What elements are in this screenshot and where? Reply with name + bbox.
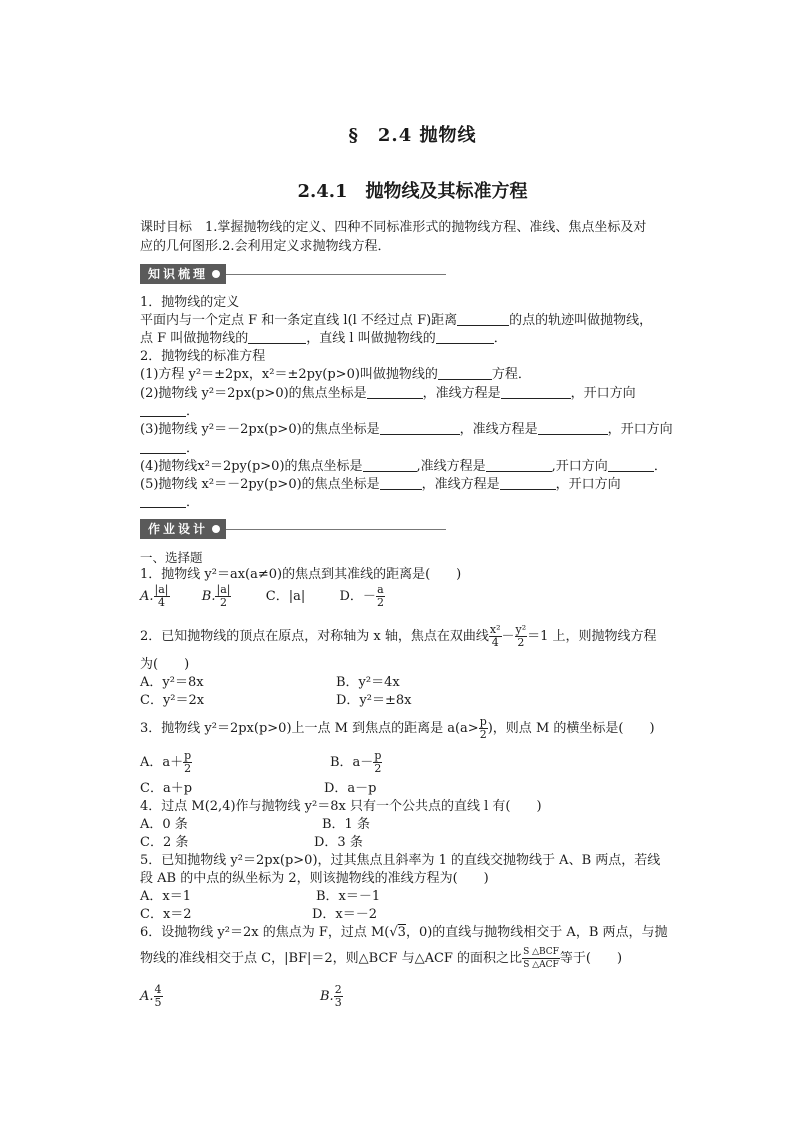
q6-option-a-fraction <box>154 984 163 1009</box>
def-line-1 <box>140 312 652 329</box>
frac-den: 2 <box>184 762 192 775</box>
frac-num: |a| <box>154 583 169 596</box>
option-b-label: B. <box>320 989 334 1004</box>
banner-knowledge-text: 知识梳理 <box>148 267 209 281</box>
std-4-text-c: ,开口方向 <box>551 459 608 474</box>
def-text-d: ，直线 l 叫做抛物线的 <box>306 331 436 346</box>
option-a-label: A. <box>140 989 154 1004</box>
def-text-b: 的点的轨迹叫做抛物线， <box>509 313 653 328</box>
blank <box>363 458 417 472</box>
q3-option-c: C．a＋p <box>140 781 193 796</box>
std-2-text-a: (2)抛物线 y²＝2px(p>0)的焦点坐标是 <box>140 386 367 401</box>
q4-option-a: A．0 条 <box>140 817 188 832</box>
option-b-fraction <box>215 584 231 609</box>
question-5-stem-2: 段 AB 的中点的纵坐标为 2，则该抛物线的准线方程为( ) <box>140 871 489 886</box>
q4-option-c: C．2 条 <box>140 835 189 850</box>
question-3-stem <box>140 716 655 741</box>
blank <box>457 312 509 326</box>
q6-text-a: 6．设抛物线 y²＝2x 的焦点为 F，过点 M( <box>140 925 390 940</box>
blank <box>367 385 423 399</box>
q3-text-b: )，则点 M 的横坐标是( ) <box>487 721 655 736</box>
question-6-stem-2 <box>140 946 622 971</box>
frac-den: S △ACF <box>523 960 559 970</box>
q6-option-a <box>140 984 163 1009</box>
std-item-3-cont <box>140 440 199 457</box>
option-a-label: A．a＋ <box>140 755 184 770</box>
banner-rule <box>226 274 446 275</box>
frac-den: 3 <box>334 996 342 1009</box>
q4-option-b: B．1 条 <box>322 817 370 832</box>
q2-text-a: 2．已知抛物线的顶点在原点，对称轴为 x 轴，焦点在双曲线 <box>140 629 489 644</box>
frac-num: a <box>377 583 384 596</box>
question-4-stem: 4．过点 M(2,4)作与抛物线 y²＝8x 只有一个公共点的直线 l 有( ) <box>140 799 542 814</box>
frac-num: y² <box>515 623 527 636</box>
option-d-fraction <box>376 584 385 609</box>
blank <box>438 366 492 380</box>
objectives-line-1: 课时目标 1.掌握抛物线的定义、四种不同标准形式的抛物线方程、准线、焦点坐标及对 <box>140 220 647 235</box>
q6-option-b-fraction <box>334 984 343 1009</box>
sqrt-icon: √ <box>389 925 398 940</box>
blank <box>140 403 186 417</box>
q3-option-a-fraction <box>183 750 192 775</box>
option-d-label: D．－ <box>339 589 376 604</box>
q2-option-a: A．y²＝8x <box>140 675 204 690</box>
q2-option-b: B．y²＝4x <box>336 675 400 690</box>
frac-den: 4 <box>491 636 499 649</box>
banner-knowledge-label <box>140 264 226 284</box>
choice-heading: 一、选择题 <box>140 550 203 565</box>
period: ． <box>186 441 200 456</box>
option-a-fraction <box>154 584 170 609</box>
std-item-2 <box>140 385 636 402</box>
q5-option-d: D．x＝－2 <box>312 907 378 922</box>
q6-option-b <box>320 984 343 1009</box>
q3-option-b-fraction <box>373 750 382 775</box>
std-1-text-b: 方程． <box>491 367 531 382</box>
def-text-a: 平面内与一个定点 F 和一条定直线 l(l 不经过点 F)距离 <box>140 313 458 328</box>
q2-option-c: C．y²＝2x <box>140 693 205 708</box>
banner-rule <box>226 529 446 530</box>
question-1-options <box>140 584 440 609</box>
blank <box>608 458 654 472</box>
frac-num: 2 <box>334 983 342 996</box>
question-1-stem: 1．抛物线 y²＝ax(a≠0)的焦点到其准线的距离是( ) <box>140 567 462 582</box>
std-item-3 <box>140 421 673 438</box>
std-4-text-b: ,准线方程是 <box>416 459 486 474</box>
banner-homework-label <box>140 519 226 539</box>
frac-den: 5 <box>154 996 162 1009</box>
page-title: § 2.4 抛物线 <box>348 125 477 146</box>
q6-text-d: 等于( ) <box>559 951 623 966</box>
std-2-text-c: ，开口方向 <box>570 386 636 401</box>
std-heading: 2．抛物线的标准方程 <box>140 349 266 364</box>
q3-option-a <box>140 750 192 775</box>
frac-num: x² <box>489 623 501 636</box>
q2-option-d: D．y²＝±8x <box>336 693 412 708</box>
std-3-text-a: (3)抛物线 y²＝－2px(p>0)的焦点坐标是 <box>140 422 380 437</box>
frac-den: 2 <box>376 596 384 609</box>
bullet-icon <box>212 270 220 278</box>
std-4-text-a: (4)抛物线x²＝2py(p>0)的焦点坐标是 <box>140 459 363 474</box>
period: ． <box>186 404 200 419</box>
std-item-5 <box>140 476 621 493</box>
q2-minus: － <box>501 629 515 644</box>
section-subtitle: 2.4.1 抛物线及其标准方程 <box>297 181 528 202</box>
blank <box>538 421 608 435</box>
blank <box>140 440 186 454</box>
blank <box>436 330 494 344</box>
q5-option-b: B．x＝－1 <box>316 889 381 904</box>
blank <box>501 385 571 399</box>
frac-den: 2 <box>374 762 382 775</box>
blank <box>486 458 552 472</box>
blank <box>140 494 186 508</box>
q6-sqrt-value: 3 <box>397 925 406 940</box>
blank <box>380 476 422 490</box>
frac-den: 4 <box>158 596 166 609</box>
q3-option-b <box>330 750 382 775</box>
q3-text-a: 3．抛物线 y²＝2px(p>0)上一点 M 到焦点的距离是 a(a> <box>140 721 479 736</box>
option-b-label: B．a－ <box>330 755 374 770</box>
q5-option-a: A．x＝1 <box>140 889 191 904</box>
blank <box>380 421 460 435</box>
std-5-text-c: ，开口方向 <box>555 477 621 492</box>
std-item-4 <box>140 458 667 475</box>
frac-den: 2 <box>219 596 227 609</box>
std-3-text-c: ，开口方向 <box>607 422 673 437</box>
std-1-text-a: (1)方程 y²＝±2px，x²＝±2py(p>0)叫做抛物线的 <box>140 367 438 382</box>
q2-text-b: ＝1 上，则抛物线方程 <box>527 629 657 644</box>
q6-text-b: ，0)的直线与抛物线相交于 A，B 两点，与抛 <box>405 925 668 940</box>
q2-fraction-1 <box>489 624 502 649</box>
period: ． <box>186 495 200 510</box>
frac-num: S △BCF <box>523 947 559 957</box>
std-3-text-b: ，准线方程是 <box>459 422 538 437</box>
frac-num: |a| <box>216 583 231 596</box>
std-5-text-b: ，准线方程是 <box>421 477 500 492</box>
q4-option-d: D．3 条 <box>314 835 363 850</box>
bullet-icon <box>212 525 220 533</box>
q3-fraction <box>479 716 488 741</box>
q2-fraction-2 <box>515 624 528 649</box>
question-6-stem-1 <box>140 924 668 941</box>
def-line-2 <box>140 330 507 347</box>
question-5-stem-1: 5．已知抛物线 y²＝2px(p>0)，过其焦点且斜率为 1 的直线交抛物线于 A、B 两点，若线 <box>140 853 661 868</box>
blank <box>500 476 556 490</box>
period: ． <box>653 459 667 474</box>
q6-fraction <box>522 946 560 971</box>
q3-option-d: D．a－p <box>324 781 377 796</box>
question-2-stem-cont: 为( ) <box>140 657 190 672</box>
question-2-stem <box>140 624 657 649</box>
blank <box>248 330 306 344</box>
option-a-label: A. <box>140 589 154 604</box>
option-c: C．|a| <box>265 589 306 604</box>
std-item-5-cont <box>140 494 199 511</box>
frac-num: 4 <box>154 983 162 996</box>
std-item-1 <box>140 366 531 383</box>
frac-den: 2 <box>517 636 525 649</box>
frac-den: 2 <box>479 728 487 741</box>
q5-option-c: C．x＝2 <box>140 907 192 922</box>
frac-num: p <box>479 715 487 728</box>
option-b-label: B. <box>201 589 216 604</box>
q6-text-c: 物线的准线相交于点 C，|BF|＝2，则△BCF 与△ACF 的面积之比 <box>140 951 523 966</box>
objectives-line-2: 应的几何图形.2.会利用定义求抛物线方程． <box>140 239 391 254</box>
def-text-e: ． <box>493 331 507 346</box>
std-item-2-cont <box>140 403 199 420</box>
frac-num: p <box>374 749 382 762</box>
banner-knowledge <box>140 264 446 284</box>
def-heading: 1．抛物线的定义 <box>140 295 240 310</box>
frac-num: p <box>184 749 192 762</box>
std-2-text-b: ，准线方程是 <box>422 386 501 401</box>
banner-homework-text: 作业设计 <box>148 522 209 536</box>
std-5-text-a: (5)抛物线 x²＝－2py(p>0)的焦点坐标是 <box>140 477 380 492</box>
def-text-c: 点 F 叫做抛物线的 <box>140 331 249 346</box>
banner-homework <box>140 519 446 539</box>
